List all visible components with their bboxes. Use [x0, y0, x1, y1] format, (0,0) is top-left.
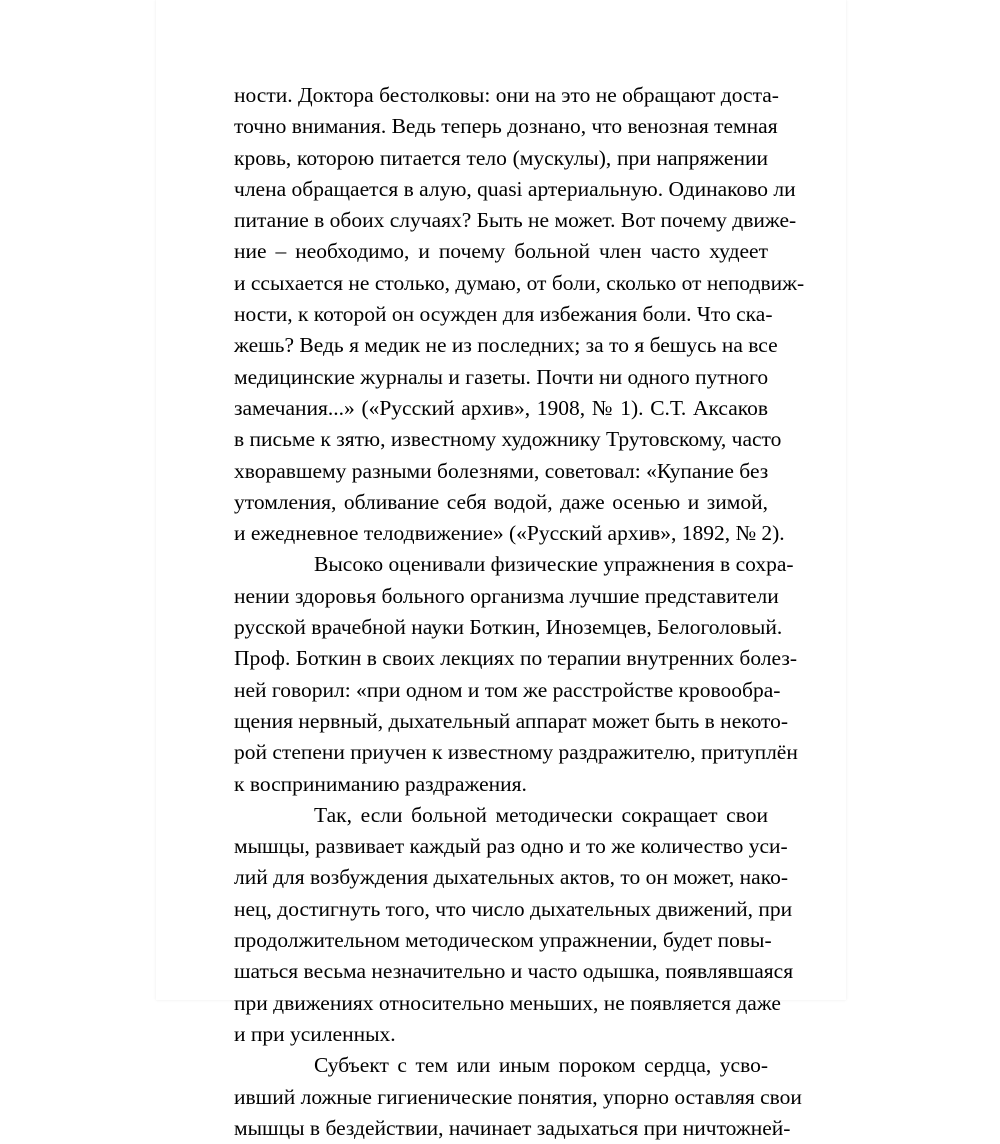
text-line: медицинские журналы и газеты. Почти ни одного путного	[234, 364, 769, 389]
text-line: ности. Доктора бестолковы: они на это не обращают доста-	[234, 83, 779, 107]
text-line: Проф. Боткин в своих лекциях по терапии внутренних болез-	[234, 646, 798, 671]
text-line: шаться весьма незначительно и часто одышка, появлявшаяся	[234, 959, 794, 984]
text-line: ние – необходимо, и почему больной член часто худеет	[234, 239, 768, 264]
text-line: питание в обоих случаях? Быть не может. Вот почему движе-	[234, 208, 797, 233]
text-line: жешь? Ведь я медик не из последних; за то я бешусь на все	[234, 333, 778, 358]
text-line: ности, к которой он осужден для избежания боли. Что ска-	[234, 302, 773, 327]
page-text	[234, 80, 805, 1144]
text-line: Так, если больной методически сокращает свои	[314, 802, 768, 827]
text-line: к восприниманию раздражения.	[234, 771, 527, 796]
text-line: ней говорил: «при одном и том же расстройстве кровообра-	[234, 677, 781, 702]
text-line: русской врачебной науки Боткин, Иноземцев, Белоголовый.	[234, 615, 783, 640]
text-line: мышцы в бездействии, начинает задыхаться при ничтожней-	[234, 1115, 791, 1140]
text-line: продолжительном методическом упражнении, будет повы-	[234, 928, 772, 953]
text-line: нении здоровья больного организма лучшие представители	[234, 583, 779, 608]
text-line: лий для возбуждения дыхательных актов, то он может, нако-	[234, 865, 788, 890]
text-line: члена обращается в алую, quasi артериальную. Одинаково ли	[234, 176, 796, 201]
text-line: рой степени приучен к известному раздражителю, притуплён	[234, 740, 798, 765]
text-line: точно внимания. Ведь теперь дознано, что венозная темная	[234, 114, 778, 139]
text-line: Высоко оценивали физические упражнения в сохра-	[314, 552, 794, 577]
text-line: и при усиленных.	[234, 1021, 396, 1046]
text-line: и ежедневное телодвижение» («Русский архив», 1892, № 2).	[234, 521, 785, 546]
text-line: при движениях относительно меньших, не появляется даже	[234, 990, 781, 1015]
text-line: и ссыхается не столько, думаю, от боли, сколько от неподвиж-	[234, 270, 805, 295]
text-line: в письме к зятю, известному художнику Трутовскому, часто	[234, 427, 782, 452]
text-line: замечания...» («Русский архив», 1908, № 1). С.Т. Аксаков	[234, 395, 768, 420]
text-line: нец, достигнуть того, что число дыхательных движений, при	[234, 896, 793, 921]
text-line: утомления, обливание себя водой, даже осенью и зимой,	[234, 489, 768, 514]
text-line: кровь, которою питается тело (мускулы), при напряжении	[234, 145, 768, 170]
text-line: ивший ложные гигиенические понятия, упорно оставляя свои	[234, 1084, 802, 1109]
text-line: хворавшему разными болезнями, советовал: «Купание без	[234, 458, 769, 483]
text-line: мышцы, развивает каждый раз одно и то же количество уси-	[234, 834, 788, 859]
text-line: Субъект с тем или иным пороком сердца, усво-	[314, 1053, 768, 1078]
text-line: щения нервный, дыхательный аппарат может быть в некото-	[234, 708, 789, 733]
